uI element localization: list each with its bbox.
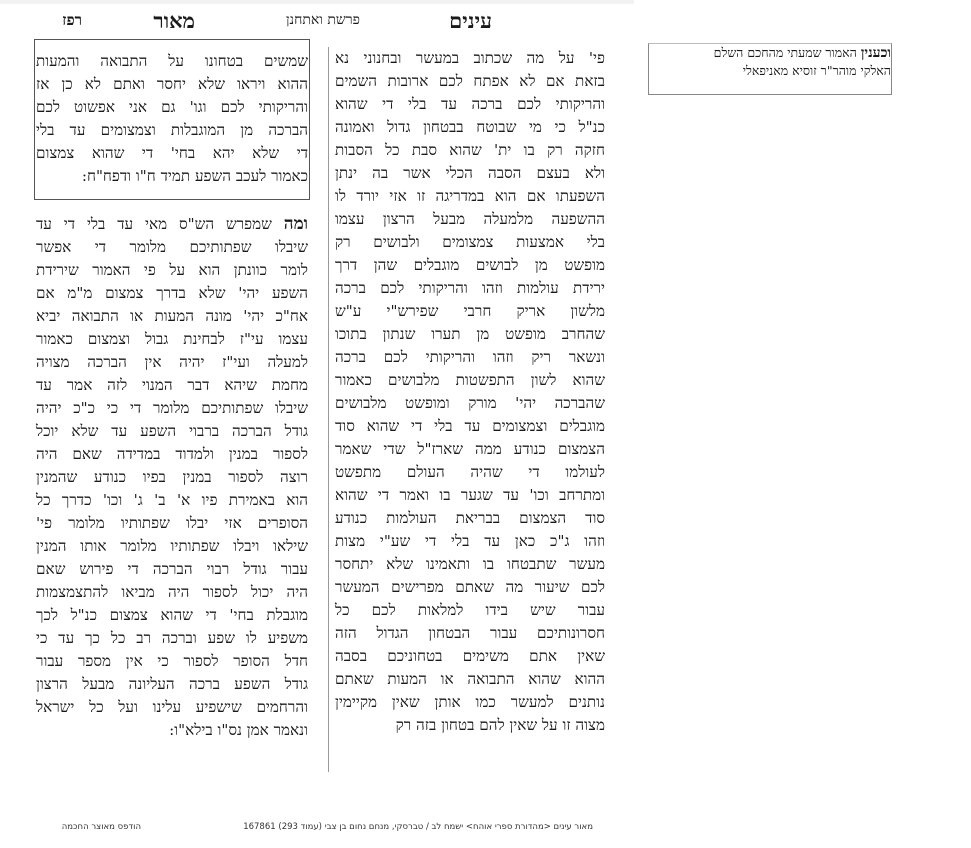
- right-column-line: חזקה רק בו ית' שהוא סבת כל הסבות: [335, 141, 605, 159]
- right-column-line: ההשפעה מלמעלה מבעל הרצון עצמו: [335, 210, 605, 228]
- lower-left-column-line: והרחמים שישפיע עלינו ועל כל ישראל: [36, 698, 308, 716]
- lower-left-column-line: עצמו עי"ז לבחינת גבול וצמצום כאמור: [36, 330, 308, 348]
- right-column-line: שהברכה יהי' מורק ומופשט מלבושים: [335, 394, 605, 412]
- lower-left-column-line: [36, 213, 308, 236]
- side-note-line-1-text: האמור שמעתי מהחכם השלם: [713, 45, 857, 60]
- right-column-line: מופשט מן לבושים מוגבלים שהן דרך: [335, 256, 605, 274]
- page-header: [34, 8, 600, 32]
- right-column-line: ומתרחב וכו' עד שגער בו ואמר די שהוא: [335, 486, 605, 504]
- lower-left-column-line: חדל הסופר לספור כי אין מספר עבור: [36, 652, 308, 670]
- right-column-line: הצמצום כנודע ממה שארז"ל שדי שאמר: [335, 440, 605, 458]
- lower-left-column-line: הסופרים אזי יבלו שפתותיו מלומר פי': [36, 514, 308, 532]
- footer-source: מאור עינים <מהדורת ספרי אוהח> ישמח לב / טברסקי, מנחם נחום בן צבי (עמוד 293) 167861: [243, 822, 593, 832]
- lower-left-column-line: מחמת שיהא דבר המנוי לזה אמר עד: [36, 376, 308, 394]
- footer-printed-by: הודפס מאוצר החכמה: [61, 822, 141, 832]
- lower-left-column-line: ונאמר אמן נס"ו בילא"ו:: [169, 721, 308, 739]
- boxed-text-line: והריקותי לכם וגו' גם אני אפשוט לכם: [36, 98, 308, 116]
- right-column-line: נותנים למעשר כמו אותן שאין מקיימין: [335, 693, 605, 711]
- lower-left-column-line-text: שמפרש הש"ס מאי עד בלי די עד: [36, 215, 272, 233]
- boxed-text-line: די שלא יהא בחי' די שהוא צמצום: [36, 144, 308, 162]
- page-number: רפז: [62, 11, 82, 29]
- right-column-line: והריקותי לכם ברכה עד בלי די שהוא: [335, 95, 605, 113]
- right-column-line: חסרונותיכם עבור הבטחון הגדול הזה: [335, 624, 605, 642]
- right-column-line: ונשאר ריק וזהו והריקותי לכם ברכה: [335, 348, 605, 366]
- lower-left-column-line: למעלה ועי"ז יהיה אין הברכה מצויה: [36, 353, 308, 371]
- top-strip: [0, 0, 634, 4]
- right-column-line: וזהו ג"כ כאן עד בלי די שע"י מצות: [335, 532, 605, 550]
- lower-left-column-line: גודל הברכה ברבוי השפע עד שלא יוכל: [36, 422, 308, 440]
- lower-left-column-line: שילאו ויבלו שפתותיו מלומר אותו המנין: [36, 537, 308, 555]
- right-column-line: מוגבלים וצמצומים עד בלי די שהוא סוד: [335, 417, 605, 435]
- side-note-line-1: [649, 44, 891, 62]
- lower-left-column-line: השפע יהי' שלא בדרך צמצום מ"מ אם: [36, 284, 308, 302]
- right-column-line: מעשר שתבטחו בו ותאמינו שלא יתחסר: [335, 555, 605, 573]
- lower-left-column-line: מוגבלת בחי' די שהוא צמצום כנ"ל לכך: [36, 606, 308, 624]
- right-column-line: שהחרב מופשט מן תערו שנתון בתוכו: [335, 325, 605, 343]
- lower-left-column-line: היה יכול לספור היה מביאו להתצמצמות: [36, 583, 308, 601]
- lower-left-column-line: עבור גודל רבוי הברכה די פירוש שאם: [36, 560, 308, 578]
- lower-left-column-line: רוצה לספור במנין בפיו כנודע שהמנין: [36, 468, 308, 486]
- lower-left-column-line: גודל השפע ברכה העליונה מבעל הרצון: [36, 675, 308, 693]
- boxed-text: [36, 50, 308, 188]
- lower-left-column-line: לספור במנין ולמדוד במדידה שאם היה: [36, 445, 308, 463]
- right-column-line: לכם שיעור מה שאתם מפרישים המעשר: [335, 578, 605, 596]
- right-column-line: בזאת אם לא אפתח לכם ארובות השמים: [335, 72, 605, 90]
- boxed-text-line: כאמור לעכב השפע תמיד ח"ו ודפח"ח:: [81, 167, 308, 185]
- right-column-line: פי' על מה שכתוב במעשר ובחנוני נא: [335, 49, 605, 67]
- lower-left-column-line: אח"כ יהי' מונה המעות או התבואה יביא: [36, 307, 308, 325]
- right-column-line: השפעתו אם הוא במדריגה זו אזי יורד לו: [335, 187, 605, 205]
- side-note-box: [648, 43, 892, 95]
- right-column-line: שאין אתם משימים בטחוניכם בסבה: [335, 647, 605, 665]
- boxed-text-line: שמשים בטחונו על התבואה והמעות: [36, 52, 308, 70]
- right-column-line: לעולמו די שהיה העולם מתפשט: [335, 463, 605, 481]
- side-note-line-2: האלקי מוהר"ר זוסיא מאניפאלי: [742, 63, 891, 78]
- right-column-line: ולא בעצם הסבה הכלי אשר בה ינתן: [335, 164, 605, 182]
- lower-left-column-line: משפיע לו שפע וברכה רב כל כך עד כי: [36, 629, 308, 647]
- header-book-title: עינים: [449, 8, 492, 33]
- lower-left-column-line: הוא באמירת פיו א' ב' ג' וכו' כדרך כל: [36, 491, 308, 509]
- lower-left-column-line: לומר כוונתן הוא על פי האמור שירידת: [36, 261, 308, 279]
- right-column-line: ההוא שהוא התבואה או המעות שאתם: [335, 670, 605, 688]
- side-note-lead-word: וכענין: [860, 45, 891, 61]
- header-parsha: פרשת ואתחנן: [285, 12, 360, 28]
- lower-left-column-opening-word: ומה: [283, 214, 309, 234]
- right-column-line: שהוא לשון התפשטות מלבושים כאמור: [335, 371, 605, 389]
- lower-left-text-column: [36, 213, 308, 742]
- page-footer: [0, 822, 971, 836]
- right-column-line: ירידת עולמות וזהו והריקותי לכם ברכה: [335, 279, 605, 297]
- lower-left-column-line: שיבלו שפתותיכם מלומר די אפשר: [36, 238, 308, 256]
- right-text-column: [328, 47, 605, 772]
- boxed-text-line: ההוא ויראו שלא יחסר ואתם לא כן אז: [36, 75, 308, 93]
- right-column-line: סוד הצמצום בבריאת העולמות כנודע: [335, 509, 605, 527]
- right-column-line: בלי אמצעות צמצומים ולבושים רק: [335, 233, 605, 251]
- right-column-line: כנ"ל כי מי שבוטח בבטחון גדול ואמונה: [335, 118, 605, 136]
- boxed-text-line: הברכה מן המוגבלות וצמצומים עד בלי: [36, 121, 308, 139]
- header-main-title: מאור: [153, 8, 195, 33]
- lower-left-column-line: שיבלו שפתותיכם מלומר די כי כ"כ יהיה: [36, 399, 308, 417]
- right-column-line: מצוה זו על שאין להם בטחון בזה רק: [395, 716, 605, 734]
- right-column-line: מלשון אריק חרבי שפירש"י ע"ש: [335, 302, 605, 320]
- right-column-line: עבור שיש בידו למלאות לכם כל: [335, 601, 605, 619]
